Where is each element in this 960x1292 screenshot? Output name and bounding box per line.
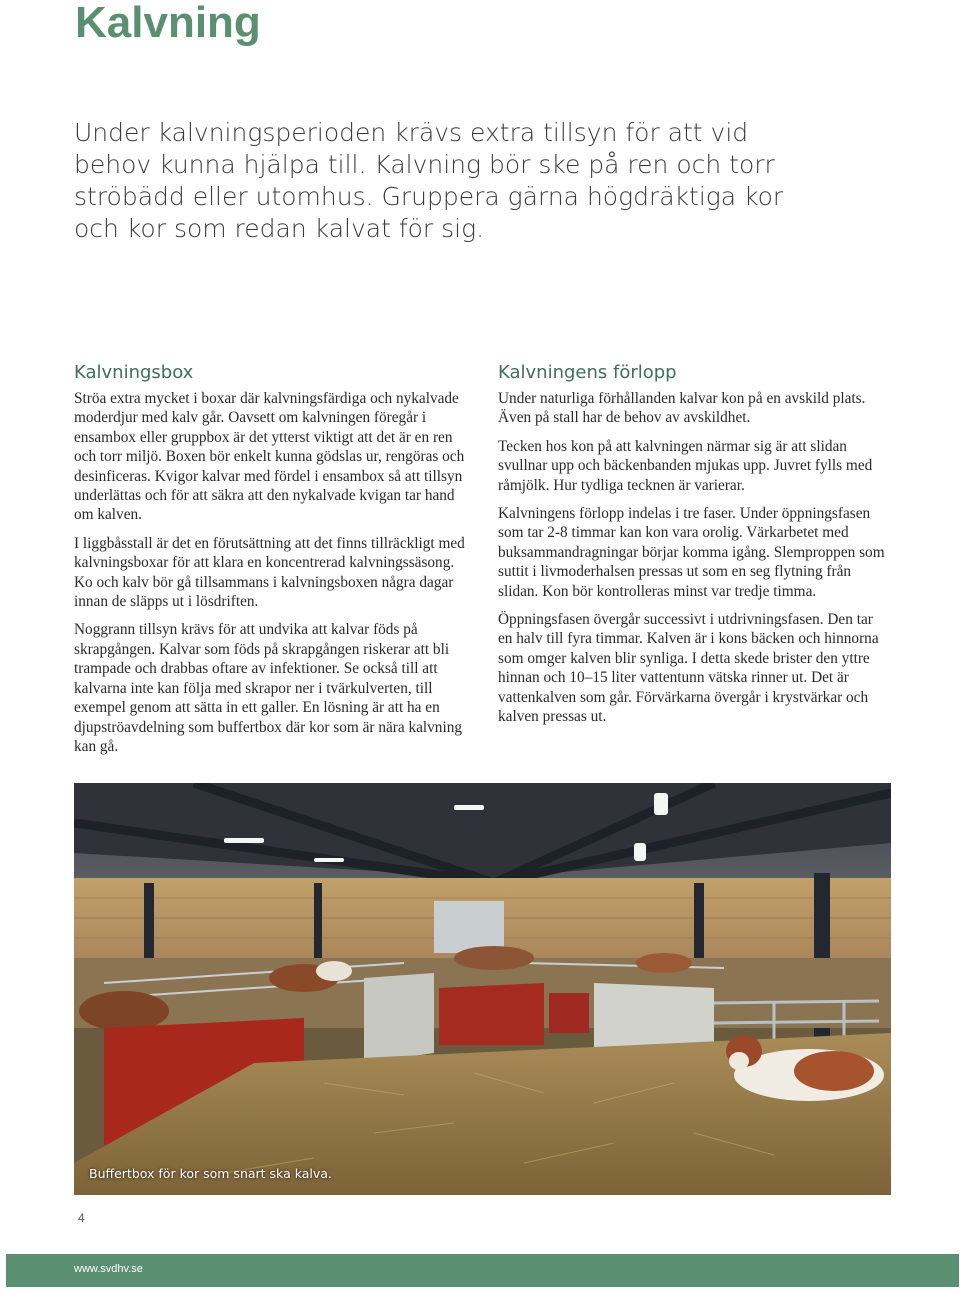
- paragraph: Öppningsfasen övergår successivt i utdrivningsfasen. Den tar en halv till fyra timmar. Kalven är i kons bäcken och hinnorna som omger kalven blir synliga. I detta skede brister den yttre hinnan och 10–15 liter vattentunn vätska rinner ut. Det är vattenkalven som går. Förvärkarna övergår i krystvärkar och kalven pressas ut.: [498, 611, 879, 726]
- paragraph: Ströa extra mycket i boxar där kalvningsfärdiga och nykalvade moderdjur med kalv går. Oavsett om kalvningen föregår i ensambox eller gruppbox är det ytterst viktigt att det är en ren och torr miljö. Boxen bör enkelt kunna gödslas ur, rengöras och desinficeras. Kvigor kalvar med fördel i ensambox så att tillsyn underlättas och för att säkra att den nykalvade kvigan tar hand om kalven.: [74, 390, 465, 524]
- barn-illustration: [74, 783, 891, 1195]
- paragraph: Under naturliga förhållanden kalvar kon på en avskild plats. Även på stall har de behov av avskildhet.: [498, 390, 866, 427]
- footer-bar: [6, 1254, 959, 1287]
- photo-caption: Buffertbox för kor som snart ska kalva.: [89, 1166, 332, 1181]
- paragraph: Tecken hos kon på att kalvningen närmar sig är att slidan svullnar upp och bäckenbanden mjukas upp. Juvret fylls med råmjölk. Hur tydliga tecknen är varierar.: [498, 437, 873, 494]
- intro-text: Under kalvningsperioden krävs extra tillsyn för att vid behov kunna hjälpa till. Kalvning bör ske på ren och torr ströbädd eller utomhus. Gruppera gärna högdräktiga kor och kor som redan kalvat för sig.: [74, 118, 784, 243]
- paragraph: Kalvningens förlopp indelas i tre faser. Under öppningsfasen som tar 2-8 timmar kan kon vara orolig. Värkarbetet med buksammandragningar börjar komma igång. Slemproppen som suttit i livmoderhalsen pressas ut som en seg flytning från slidan. Kon bör kontrolleras minst var tredje timma.: [498, 505, 885, 600]
- right-column: [498, 361, 890, 736]
- section-heading-kalvningsbox: Kalvningsbox: [74, 362, 194, 383]
- section-heading-forlopp: Kalvningens förlopp: [498, 362, 677, 383]
- page-number: 4: [78, 1211, 85, 1225]
- page-title: Kalvning: [75, 0, 261, 47]
- paragraph: I liggbåsstall är det en förutsättning att det finns tillräckligt med kalvningsboxar för att klara en koncentrerad kalvningssäsong. Ko och kalv bör gå tillsammans i kalvningsboxen några dagar innan de släpps ut i lösdriften.: [74, 534, 465, 611]
- left-column: [74, 361, 466, 765]
- paragraph: Noggrann tillsyn krävs för att undvika att kalvar föds på skrapgången. Kalvar som föds på skrapgången riskerar att bli trampade och drabbas oftare av infektioner. Se också till att kalvarna inte kan följa med skrapor ner i tvärkulverten, till exempel genom att sätta in ett galler. En lösning är att ha en djupströavdelning som buffertbox där kor som är nära kalvning kan gå.: [74, 621, 463, 755]
- barn-photo: [74, 783, 891, 1195]
- website-link[interactable]: www.svdhv.se: [74, 1263, 143, 1275]
